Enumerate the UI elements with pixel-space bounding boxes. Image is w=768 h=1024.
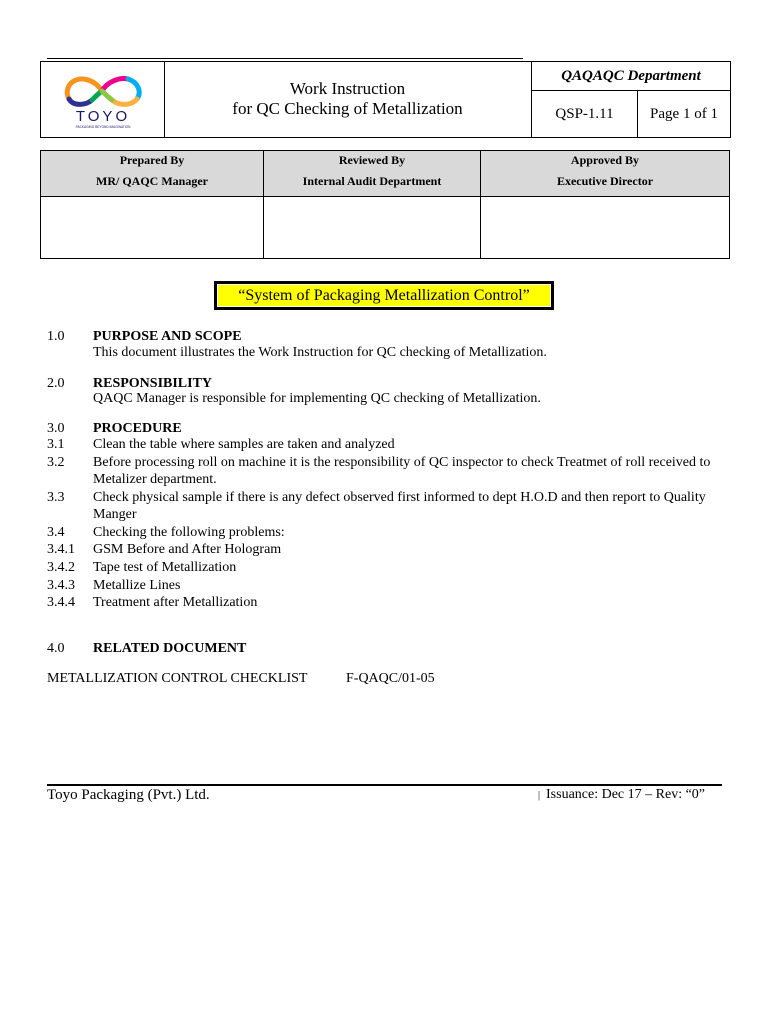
procedure-text: Treatment after Metallization (93, 595, 258, 610)
section-heading: PURPOSE AND SCOPE (93, 329, 242, 344)
footer-rule (47, 784, 722, 786)
system-title: “System of Packaging Metallization Control” (217, 284, 551, 307)
title-line-2: for QC Checking of Metallization (232, 99, 463, 118)
procedure-text: Metallize Lines (93, 578, 181, 593)
procedure-text: Clean the table where samples are taken and analyzed (93, 437, 395, 452)
prepared-column (41, 151, 264, 258)
issuance-text: Issuance: Dec 17 – Rev: “0” (546, 787, 706, 802)
reviewed-value: Internal Audit Department (302, 174, 442, 188)
section-number: 1.0 (47, 329, 65, 344)
footer-separator: | (538, 790, 541, 801)
document-header (40, 61, 731, 138)
company-logo (41, 62, 165, 137)
reviewed-column (264, 151, 481, 258)
svg-text:PACKAGING BEYOND IMAGINATION: PACKAGING BEYOND IMAGINATION (75, 125, 131, 129)
procedure-number: 3.4.4 (47, 595, 75, 610)
title-line-1: Work Instruction (289, 79, 406, 98)
procedure-number: 3.4.1 (47, 542, 75, 557)
approved-column (481, 151, 729, 258)
procedure-number: 3.4.2 (47, 560, 75, 575)
svg-text:TOYO: TOYO (75, 108, 131, 125)
document-title (164, 62, 532, 137)
related-document-code: F-QAQC/01-05 (346, 671, 435, 686)
document-code: QSP-1.11 (532, 91, 638, 137)
procedure-number: 3.1 (47, 437, 65, 452)
procedure-text: Checking the following problems: (93, 525, 285, 540)
page-number: Page 1 of 1 (650, 106, 718, 122)
section-heading: PROCEDURE (93, 421, 182, 436)
infinity-logo-icon (41, 62, 164, 137)
procedure-text: Before processing roll on machine it is the responsibility of QC inspector to check Treatmet of roll received to (93, 455, 711, 470)
procedure-number: 3.4.3 (47, 578, 75, 593)
procedure-number: 3.3 (47, 490, 65, 505)
footer-company: Toyo Packaging (Pvt.) Ltd. (47, 787, 210, 803)
procedure-text: Check physical sample if there is any defect observed first informed to dept H.O.D and then report to Quality (93, 490, 706, 505)
procedure-number: 3.4 (47, 525, 65, 540)
top-rule (47, 58, 523, 59)
prepared-value: MR/ QAQC Manager (96, 174, 208, 188)
section-text: This document illustrates the Work Instruction for QC checking of Metallization. (93, 345, 547, 360)
section-number: 3.0 (47, 421, 65, 436)
department-name: QAQAQC Department (532, 62, 730, 91)
reviewed-label: Reviewed By (338, 153, 406, 167)
section-heading: RESPONSIBILITY (93, 376, 213, 391)
procedure-text: GSM Before and After Hologram (93, 542, 282, 557)
approval-table (40, 150, 730, 259)
footer-issuance (538, 787, 705, 803)
approved-value: Executive Director (556, 174, 654, 188)
procedure-text-continued: Metalizer department. (93, 472, 217, 487)
section-text: QAQC Manager is responsible for implementing QC checking of Metallization. (93, 391, 541, 406)
procedure-number: 3.2 (47, 455, 65, 470)
section-number: 4.0 (47, 641, 65, 656)
procedure-text: Tape test of Metallization (93, 560, 237, 575)
prepared-label: Prepared By (119, 153, 185, 167)
section-number: 2.0 (47, 376, 65, 391)
section-heading: RELATED DOCUMENT (93, 641, 247, 656)
approved-label: Approved By (570, 153, 640, 167)
related-document-name: METALLIZATION CONTROL CHECKLIST (47, 671, 308, 686)
procedure-text-continued: Manger (93, 507, 137, 522)
system-title-box (214, 281, 554, 310)
